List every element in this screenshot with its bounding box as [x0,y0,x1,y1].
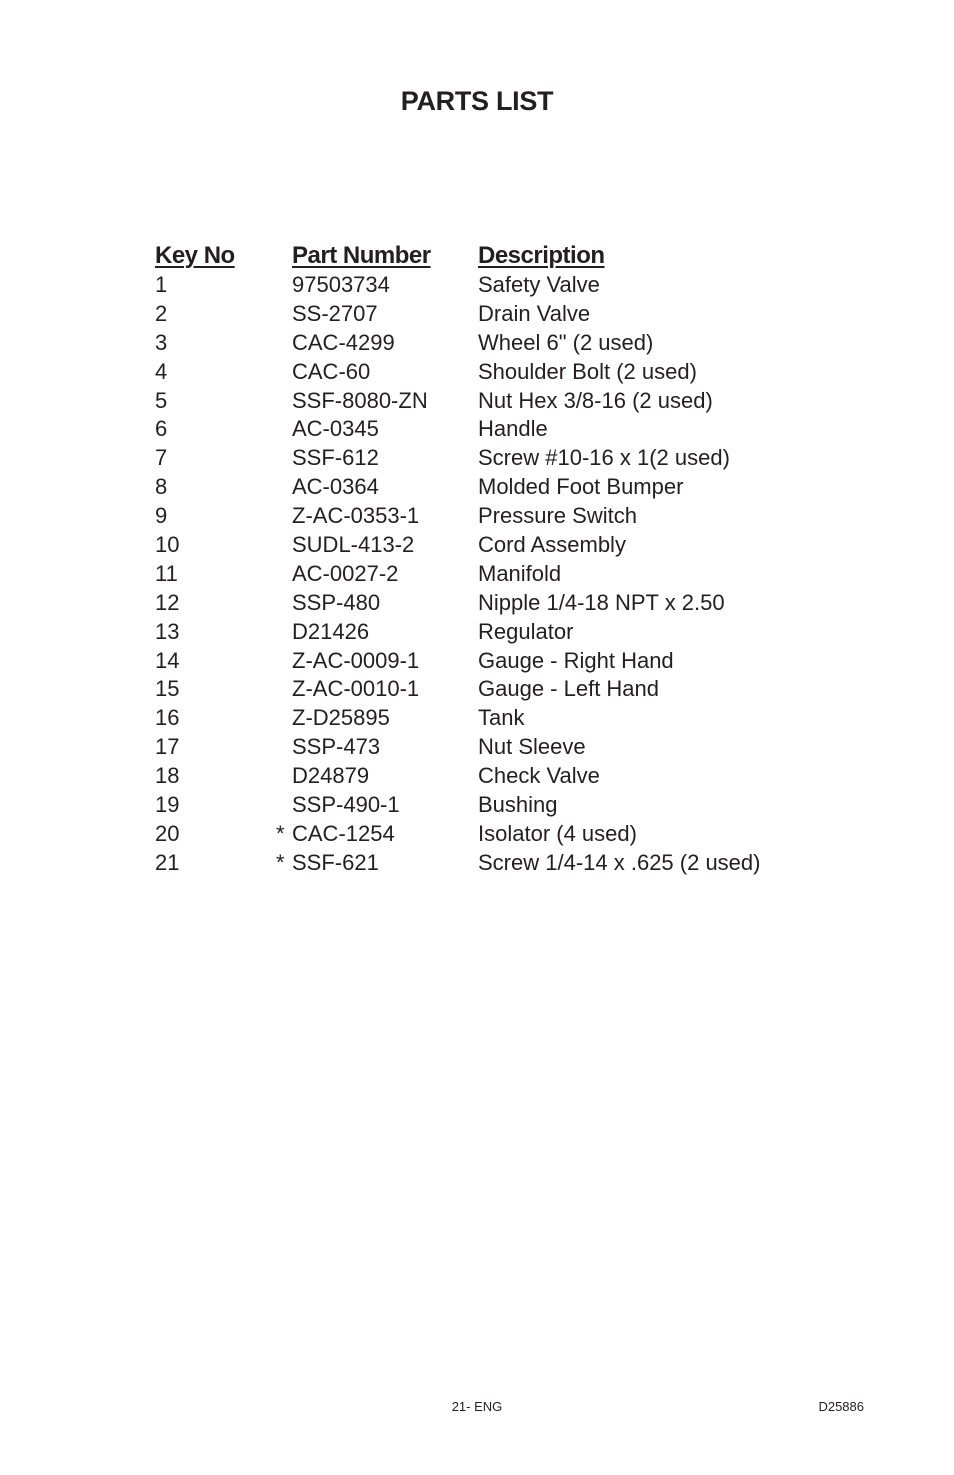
table-row [155,358,835,387]
description-cell: Nipple 1/4-18 NPT x 2.50 [478,589,725,615]
key-no-cell: 15 [155,676,180,702]
key-no-cell: 12 [155,589,180,615]
key-no-cell: 4 [155,358,168,384]
part-number-cell: SSF-612 [292,445,379,471]
part-number-cell: SUDL-413-2 [292,532,415,558]
description-cell: Nut Sleeve [478,734,586,760]
document-number: D25886 [818,1399,864,1414]
part-number-cell: AC-0345 [292,416,379,442]
description-cell: Molded Foot Bumper [478,474,684,500]
key-no-cell: 13 [155,618,180,644]
page-number [0,1399,954,1414]
part-number-cell: CAC-4299 [292,329,395,355]
part-number-cell: 97503734 [292,272,390,297]
description-cell: Wheel 6" (2 used) [478,329,654,355]
key-no-cell: 3 [155,329,168,355]
page-number-label: 21- ENG [451,1399,503,1414]
key-no-cell: 11 [155,560,178,586]
description-cell: Screw 1/4-14 x .625 (2 used) [478,849,761,875]
key-no-cell: 6 [155,416,168,442]
description-cell: Shoulder Bolt (2 used) [478,358,697,384]
description-cell: Gauge - Right Hand [478,647,674,673]
description-cell: Drain Valve [478,300,591,326]
part-number-cell: Z-D25895 [292,705,390,731]
table-row [155,849,835,878]
key-no-cell: 1 [155,272,168,297]
description-cell: Cord Assembly [478,532,626,558]
table-row [155,791,835,820]
header-key-no: Key No [155,242,235,269]
key-no-cell: 14 [155,647,180,673]
description-cell: Screw #10-16 x 1(2 used) [478,445,730,471]
table-row [155,473,835,502]
description-cell: Manifold [478,560,562,586]
key-no-cell: 2 [155,300,168,326]
table-row [155,502,835,531]
asterisk-mark: * [276,849,285,875]
key-no-cell: 16 [155,705,180,731]
part-number-cell: SS-2707 [292,300,378,326]
header-description: Description [478,242,605,269]
table-row [155,675,835,704]
table-row [155,704,835,733]
part-number-cell: AC-0364 [292,474,379,500]
part-number-cell: D24879 [292,763,370,789]
table-row [155,415,835,444]
page-title: PARTS LIST [400,86,554,116]
table-row [155,531,835,560]
key-no-cell: 9 [155,503,168,529]
part-number-cell: Z-AC-0353-1 [292,503,420,529]
part-number-cell: SSF-621 [292,849,379,875]
description-cell: Isolator (4 used) [478,820,637,846]
part-number-cell: Z-AC-0010-1 [292,676,420,702]
part-number-cell: SSF-8080-ZN [292,387,428,413]
table-row [155,271,835,300]
description-cell: Nut Hex 3/8-16 (2 used) [478,387,713,413]
table-row [155,589,835,618]
description-cell: Tank [478,705,525,731]
key-no-cell: 10 [155,532,180,558]
table-row [155,733,835,762]
key-no-cell: 7 [155,445,168,471]
table-row [155,300,835,329]
asterisk-mark: * [276,820,285,846]
table-row [155,820,835,849]
description-cell: Safety Valve [478,272,600,297]
key-no-cell: 5 [155,387,168,413]
table-header-row [155,240,835,271]
part-number-cell: D21426 [292,618,370,644]
key-no-cell: 21 [155,849,180,875]
table-row [155,647,835,676]
table-row [155,329,835,358]
key-no-cell: 17 [155,734,180,760]
part-number-cell: CAC-60 [292,358,371,384]
description-cell: Gauge - Left Hand [478,676,660,702]
part-number-cell: SSP-473 [292,734,381,760]
part-number-cell: SSP-480 [292,589,381,615]
table-row [155,762,835,791]
key-no-cell: 18 [155,763,180,789]
table-body [155,271,835,878]
table-row [155,444,835,473]
table-row [155,560,835,589]
part-number-cell: SSP-490-1 [292,792,400,818]
table-row [155,618,835,647]
header-part-number: Part Number [292,242,431,269]
key-no-cell: 19 [155,792,180,818]
description-cell: Pressure Switch [478,503,637,529]
part-number-cell: AC-0027-2 [292,560,399,586]
part-number-cell: Z-AC-0009-1 [292,647,420,673]
description-cell: Check Valve [478,763,600,789]
table-row [155,387,835,416]
description-cell: Regulator [478,618,574,644]
description-cell: Bushing [478,792,558,818]
key-no-cell: 20 [155,820,180,846]
part-number-cell: CAC-1254 [292,820,395,846]
description-cell: Handle [478,416,548,442]
key-no-cell: 8 [155,474,168,500]
parts-table [155,240,835,878]
